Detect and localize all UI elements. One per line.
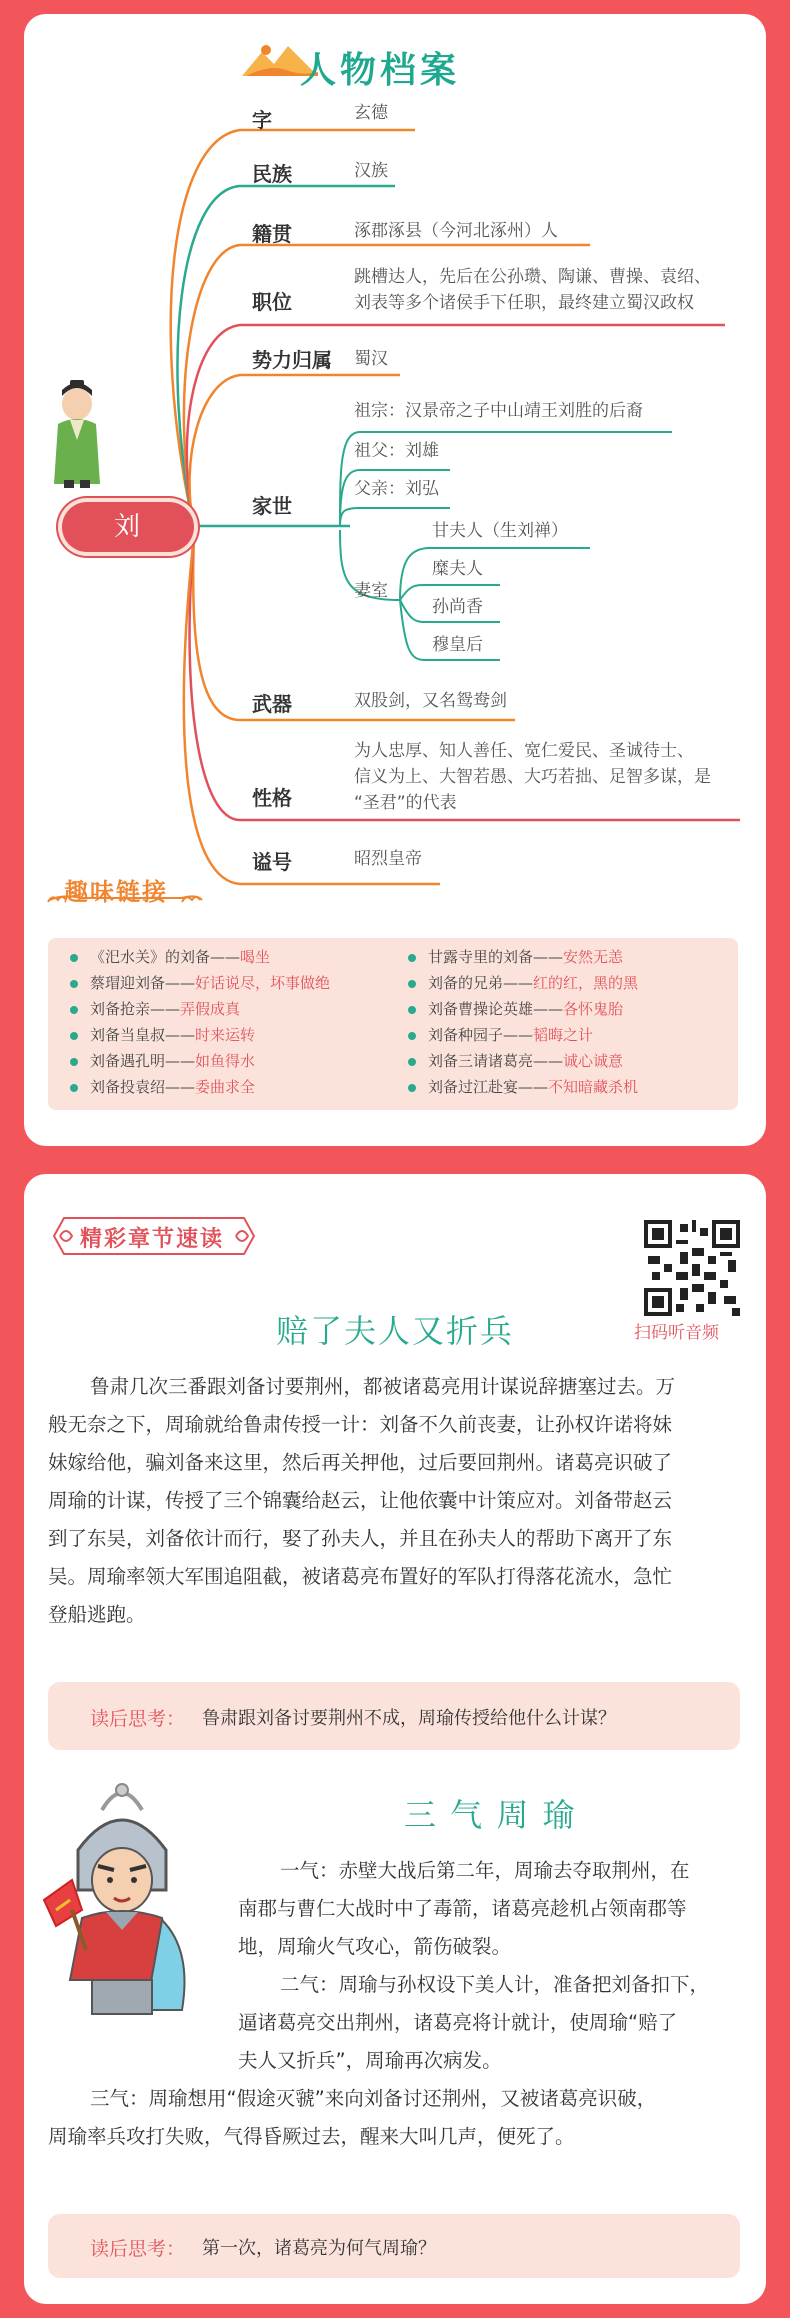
section2-body-right xyxy=(238,1852,742,2080)
branch-zhiwei: 职位 xyxy=(252,290,292,314)
profile-title: 人物档案 xyxy=(300,50,461,91)
branch-jiguan: 籍贯 xyxy=(252,222,292,246)
fun-link-item: 刘备曹操论英雄——各怀鬼胎 xyxy=(408,996,638,1022)
section2-think-box xyxy=(48,2214,740,2278)
section2-line: 地，周瑜火气攻心，箭伤破裂。 xyxy=(238,1935,512,1958)
section2-line: 周瑜率兵攻打失败，气得昏厥过去，醒来大叫几声，便死了。 xyxy=(48,2125,575,2148)
value-fuqin: 父亲：刘弘 xyxy=(354,479,439,499)
wife-item: 孙尚香 xyxy=(432,597,483,617)
value-jiguan: 涿郡涿县（今河北涿州）人 xyxy=(354,221,558,241)
fun-links-right-column xyxy=(408,944,638,1100)
fun-links-title-text: 趣味链接 xyxy=(64,878,168,906)
bullet-icon xyxy=(70,980,78,988)
bullet-icon xyxy=(408,1032,416,1040)
fun-link-item: 刘备三请诸葛亮——诚心诚意 xyxy=(408,1048,638,1074)
bullet-icon xyxy=(408,954,416,962)
wife-item: 甘夫人（生刘禅） xyxy=(432,521,568,541)
think-question: 鲁肃跟刘备讨要荆州不成，周瑜传授给他什么计谋？ xyxy=(202,1708,616,1729)
liu-bei-portrait xyxy=(48,380,106,490)
section1-line: 周瑜的计谋，传授了三个锦囊给赵云，让他依囊中计策应对。刘备带赵云 xyxy=(48,1489,673,1512)
branch-jiashi: 家世 xyxy=(252,494,292,518)
bullet-icon xyxy=(70,954,78,962)
section2-line: 三气：周瑜想用“假途灭虢”来向刘备讨还荆州，又被诸葛亮识破， xyxy=(90,2087,657,2110)
qr-code-icon[interactable] xyxy=(644,1220,740,1316)
think-label: 读后思考： xyxy=(90,2238,186,2260)
section1-line: 到了东吴，刘备依计而行，娶了孙夫人，并且在孙夫人的帮助下离开了东 xyxy=(48,1527,673,1550)
section2-line: 南郡与曹仁大战时中了毒箭，诸葛亮趁机占领南郡等 xyxy=(238,1897,687,1920)
bullet-icon xyxy=(70,1084,78,1092)
section2-body-full xyxy=(48,2080,744,2156)
value-shihao: 昭烈皇帝 xyxy=(354,849,422,869)
branch-shihao: 谥号 xyxy=(252,850,292,874)
value-zhiwei-line2: 刘表等多个诸侯手下任职，最终建立蜀汉政权 xyxy=(354,293,694,313)
value-zuzong: 祖宗：汉景帝之子中山靖王刘胜的后裔 xyxy=(354,401,643,421)
section1-line: 妹嫁给他，骗刘备来这里，然后再关押他，过后要回荆州。诸葛亮识破了 xyxy=(48,1451,673,1474)
section1-line: 般无奈之下，周瑜就给鲁肃传授一计：刘备不久前丧妻，让孙权许诺将妹 xyxy=(48,1413,673,1436)
wife-item: 糜夫人 xyxy=(432,559,483,579)
fun-link-item: 刘备抢亲——弄假成真 xyxy=(70,996,330,1022)
value-shili: 蜀汉 xyxy=(354,349,388,369)
section1-think-box xyxy=(48,1682,740,1750)
fun-links-left-column xyxy=(70,944,330,1100)
bullet-icon xyxy=(70,1006,78,1014)
section1-title: 赔了夫人又折兵 xyxy=(276,1312,515,1350)
fun-link-item: 甘露寺里的刘备——安然无恙 xyxy=(408,944,638,970)
fun-link-item: 《汜水关》的刘备——喝坐 xyxy=(70,944,330,970)
bullet-icon xyxy=(408,980,416,988)
think-question: 第一次，诸葛亮为何气周瑜？ xyxy=(202,2238,436,2259)
value-zi: 玄德 xyxy=(354,103,388,123)
branch-shili: 势力归属 xyxy=(252,348,332,372)
value-minzu: 汉族 xyxy=(354,161,388,181)
chapter-badge xyxy=(50,1214,258,1258)
section2-line: 一气：赤壁大战后第二年，周瑜去夺取荆州，在 xyxy=(280,1859,690,1882)
fun-link-item: 刘备的兄弟——红的红，黑的黑 xyxy=(408,970,638,996)
fun-link-item: 刘备投袁绍——委曲求全 xyxy=(70,1074,330,1100)
fun-link-item: 刘备遇孔明——如鱼得水 xyxy=(70,1048,330,1074)
fun-links-title xyxy=(42,868,207,910)
bullet-icon xyxy=(70,1058,78,1066)
section2-line: 逼诸葛亮交出荆州，诸葛亮将计就计，使周瑜“赔了 xyxy=(238,2011,678,2034)
think-label: 读后思考： xyxy=(90,1708,186,1730)
branch-minzu: 民族 xyxy=(252,162,292,186)
section2-title: 三 气 周 瑜 xyxy=(404,1796,577,1834)
center-name-badge: 刘 备 xyxy=(62,502,194,552)
fun-link-item: 刘备种园子——韬晦之计 xyxy=(408,1022,638,1048)
fun-links-box xyxy=(48,938,738,1110)
fun-link-item: 蔡瑁迎刘备——好话说尽，坏事做绝 xyxy=(70,970,330,996)
bullet-icon xyxy=(408,1006,416,1014)
section2-line: 二气：周瑜与孙权设下美人计，准备把刘备扣下， xyxy=(280,1973,710,1996)
bullet-icon xyxy=(70,1032,78,1040)
value-xingge-line1: 为人忠厚、知人善任、宽仁爱民、圣诚待士、 xyxy=(354,741,694,761)
bullet-icon xyxy=(408,1058,416,1066)
value-zhiwei-line1: 跳槽达人，先后在公孙瓒、陶谦、曹操、袁绍、 xyxy=(354,267,711,287)
fun-link-item: 刘备过江赴宴——不知暗藏杀机 xyxy=(408,1074,638,1100)
value-xingge-line2: 信义为上、大智若愚、大巧若拙、足智多谋，是 xyxy=(354,767,711,787)
section2-line: 夫人又折兵”，周瑜再次病发。 xyxy=(238,2049,502,2072)
chapter-badge-text: 精彩章节速读 xyxy=(80,1227,225,1252)
zhou-yu-portrait xyxy=(42,1780,202,2020)
section1-line: 登船逃跑。 xyxy=(48,1603,146,1626)
branch-qishi: 妻室 xyxy=(354,581,388,601)
branch-zi: 字 xyxy=(252,108,272,132)
bullet-icon xyxy=(408,1084,416,1092)
qr-label: 扫码听音频 xyxy=(634,1323,719,1343)
fun-link-item: 刘备当皇叔——时来运转 xyxy=(70,1022,330,1048)
section1-line: 吴。周瑜率领大军围追阻截，被诸葛亮布置好的军队打得落花流水，急忙 xyxy=(48,1565,673,1588)
section1-line: 鲁肃几次三番跟刘备讨要荆州，都被诸葛亮用计谋说辞搪塞过去。万 xyxy=(90,1375,676,1398)
section1-body xyxy=(48,1368,744,1634)
value-xingge-line3: “圣君”的代表 xyxy=(354,793,457,813)
branch-xingge: 性格 xyxy=(252,786,292,810)
branch-wuqi: 武器 xyxy=(252,692,292,716)
value-zufu: 祖父：刘雄 xyxy=(354,441,439,461)
wife-item: 穆皇后 xyxy=(432,635,483,655)
value-wuqi: 双股剑，又名鸳鸯剑 xyxy=(354,691,507,711)
